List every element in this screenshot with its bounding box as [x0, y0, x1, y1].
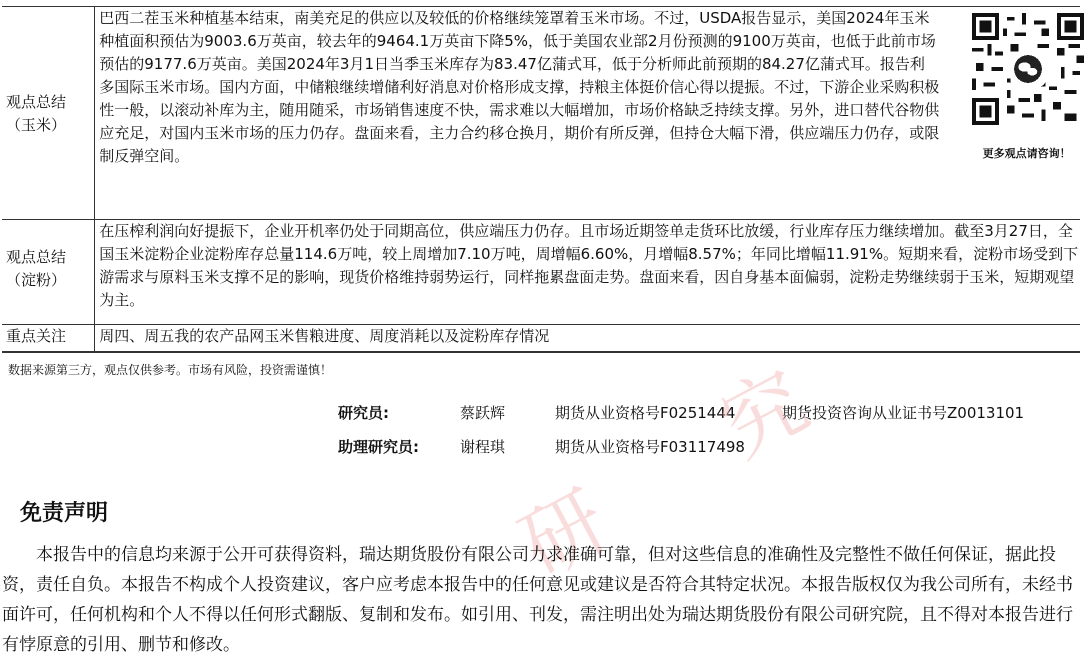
row-label-cell	[2, 7, 95, 220]
report-table	[2, 6, 1080, 353]
qr-code-icon	[972, 13, 1084, 125]
starch-summary-text: 在压榨利润向好提振下，企业开机率仍处于同期高位，供应端压力仍存。且市场近期签单走货环比放缓，行业库存压力继续增加。截至3月27日，全国玉米淀粉企业淀粉库存总量114.6万吨，较上周增加7.10万吨，周增幅6.60%，月增幅8.57%；年同比增幅11.91%。短期来看，淀粉市场受到下游需求与原料玉米支撑不足的影响，现货价格维持弱势运行，同样拖累盘面走势。盘面来看，因自身基本面偏弱，淀粉走势继续弱于玉米，短期观望为主。	[95, 220, 1080, 325]
disclaimer-body: 本报告中的信息均来源于公开可获得资料，瑞达期货股份有限公司力求准确可靠，但对这些信息的准确性及完整性不做任何保证，据此投资，责任自负。本报告不构成个人投资建议，客户应考虑本报告中的任何意见或建议是否符合其特定状况。本报告版权仅为我公司所有，未经书面许可，任何机构和个人不得以任何形式翻版、复制和发布。如引用、刊发，需注明出处为瑞达期货股份有限公司研究院，且不得对本报告进行有悖原意的引用、删节和修改。	[2, 545, 1073, 655]
researcher-name: 蔡跃辉	[460, 404, 506, 422]
researcher-consult-license: 期货投资咨询从业证书号Z0013101	[782, 404, 1025, 422]
focus-text: 周四、周五我的农产品网玉米售粮进度、周度消耗以及淀粉库存情况	[95, 325, 1080, 353]
assistant-label: 助理研究员:	[338, 438, 419, 456]
row-label-cell	[2, 325, 95, 353]
corn-summary-text: 巴西二茬玉米种植基本结束，南美充足的供应以及较低的价格继续笼罩着玉米市场。不过，USDA报告显示，美国2024年玉米种植面积预估为9003.6万英亩，较去年的9464.1万英亩下降5%，低于美国农业部2月份预测的9100万英亩，也低于此前市场预估的9177.6万英亩。美国2024年3月1日当季玉米库存为83.47亿蒲式耳，低于分析师此前预期的84.27亿蒲式耳。报告利多国际玉米市场。国内方面，中储粮继续增储利好消息对价格形成支撑，持粮主体挺价信心得以提振。不过，下游企业采购积极性一般，以滚动补库为主，随用随采，市场销售速度不快，需求难以大幅增加，市场价格缺乏持续支撑。另外，进口替代谷物供应充足，对国内玉米市场的压力仍存。盘面来看，主力合约移仓换月，期价有所反弹，但持仓大幅下滑，供应端压力仍存，或限制反弹空间。	[95, 7, 940, 220]
table-row-focus	[2, 325, 1080, 353]
researcher-label: 研究员:	[338, 404, 389, 422]
table-row-corn	[2, 7, 1080, 220]
qr-caption: 更多观点请咨询！	[982, 147, 1071, 160]
assistant-name: 谢程琪	[460, 438, 506, 456]
disclaimer-title: 免责声明	[20, 501, 109, 526]
assistant-license: 期货从业资格号F03117498	[555, 438, 745, 456]
source-note: 数据来源第三方，观点仅供参考。市场有风险，投资需谨慎！	[8, 363, 333, 377]
researcher-license: 期货从业资格号F0251444	[555, 404, 736, 422]
row-label-corn: 观点总结（玉米）	[6, 93, 67, 134]
row-label-starch: 观点总结（淀粉）	[6, 248, 67, 289]
watermark-char: 研	[505, 473, 623, 596]
qr-cell	[940, 7, 1080, 220]
table-row-starch	[2, 220, 1080, 325]
row-label-cell	[2, 220, 95, 325]
watermark-char: 究	[705, 353, 823, 476]
row-label-focus: 重点关注	[6, 327, 67, 345]
